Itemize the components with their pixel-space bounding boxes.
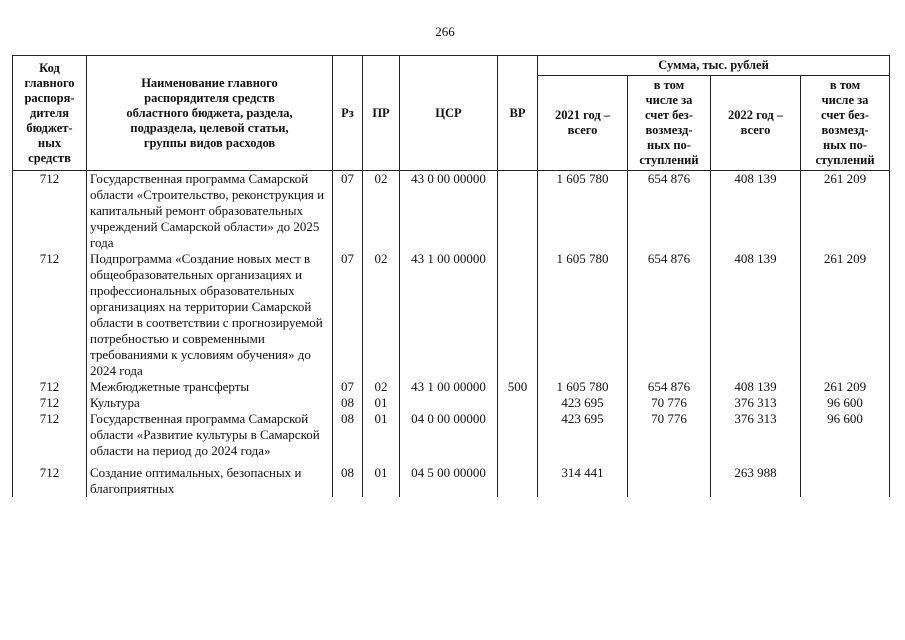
cell-2022-total: 408 139 <box>711 251 801 379</box>
cell-2022-total: 376 313 <box>711 395 801 411</box>
header-2022-grants: в том числе за счет без- возмезд- ных по- ступлений <box>801 76 890 171</box>
cell-name: Государственная программа Самарской области «Строительство, реконструкция и капитальный ремонт образовательных учреждений Самарской области» до 2025 года <box>87 171 333 252</box>
page-number: 266 <box>435 24 455 39</box>
budget-table <box>12 55 890 497</box>
cell-2021-grants <box>628 459 711 497</box>
header-2021-grants: в том числе за счет без- возмезд- ных по- ступлений <box>628 76 711 171</box>
cell-vr <box>498 459 538 497</box>
cell-vr <box>498 395 538 411</box>
cell-rz: 07 <box>333 251 363 379</box>
cell-2021-total: 423 695 <box>538 395 628 411</box>
cell-2021-grants: 70 776 <box>628 411 711 459</box>
cell-code: 712 <box>13 171 87 252</box>
cell-csr: 43 1 00 00000 <box>400 379 498 395</box>
cell-rz: 07 <box>333 171 363 252</box>
cell-2022-grants: 96 600 <box>801 411 890 459</box>
cell-2022-grants: 261 209 <box>801 379 890 395</box>
cell-vr <box>498 251 538 379</box>
cell-2022-grants: 96 600 <box>801 395 890 411</box>
table-row <box>13 459 890 497</box>
cell-2022-grants: 261 209 <box>801 171 890 252</box>
cell-code: 712 <box>13 459 87 497</box>
cell-name: Межбюджетные трансферты <box>87 379 333 395</box>
cell-vr: 500 <box>498 379 538 395</box>
cell-name: Создание оптимальных, безопасных и благоприятных <box>87 459 333 497</box>
table-row <box>13 395 890 411</box>
cell-pr: 01 <box>363 459 400 497</box>
table-row <box>13 251 890 379</box>
cell-csr <box>400 395 498 411</box>
cell-name: Подпрограмма «Создание новых мест в общеобразовательных организациях и профессиональных образовательных организациях на территории Самарской области в соответствии с прогнозируемой потребностью и современными требованиями к условиям обучения» до 2024 года <box>87 251 333 379</box>
cell-vr <box>498 171 538 252</box>
table-row <box>13 411 890 459</box>
cell-code: 712 <box>13 379 87 395</box>
cell-code: 712 <box>13 411 87 459</box>
cell-code: 712 <box>13 395 87 411</box>
header-rz: Рз <box>333 56 363 171</box>
cell-pr: 02 <box>363 379 400 395</box>
cell-2022-grants <box>801 459 890 497</box>
cell-rz: 08 <box>333 459 363 497</box>
cell-2021-total: 1 605 780 <box>538 251 628 379</box>
cell-csr: 04 5 00 00000 <box>400 459 498 497</box>
cell-csr: 43 1 00 00000 <box>400 251 498 379</box>
cell-rz: 08 <box>333 411 363 459</box>
cell-2021-grants: 654 876 <box>628 251 711 379</box>
cell-name: Культура <box>87 395 333 411</box>
cell-2022-total: 376 313 <box>711 411 801 459</box>
header-2021-total: 2021 год – всего <box>538 76 628 171</box>
cell-2022-total: 408 139 <box>711 171 801 252</box>
header-csr: ЦСР <box>400 56 498 171</box>
cell-pr: 02 <box>363 171 400 252</box>
cell-code: 712 <box>13 251 87 379</box>
cell-2021-total: 423 695 <box>538 411 628 459</box>
header-name: Наименование главного распорядителя средств областного бюджета, раздела, подраздела, целевой статьи, группы видов расходов <box>87 56 333 171</box>
cell-rz: 08 <box>333 395 363 411</box>
table-row <box>13 379 890 395</box>
cell-rz: 07 <box>333 379 363 395</box>
cell-2021-total: 1 605 780 <box>538 379 628 395</box>
header-2022-total: 2022 год – всего <box>711 76 801 171</box>
cell-2022-total: 408 139 <box>711 379 801 395</box>
cell-vr <box>498 411 538 459</box>
cell-2021-total: 1 605 780 <box>538 171 628 252</box>
header-pr: ПР <box>363 56 400 171</box>
cell-2021-grants: 654 876 <box>628 379 711 395</box>
cell-2021-grants: 70 776 <box>628 395 711 411</box>
cell-pr: 02 <box>363 251 400 379</box>
cell-2022-grants: 261 209 <box>801 251 890 379</box>
table-row <box>13 171 890 252</box>
header-vr: ВР <box>498 56 538 171</box>
cell-2022-total: 263 988 <box>711 459 801 497</box>
cell-2021-total: 314 441 <box>538 459 628 497</box>
header-row-top <box>13 56 890 76</box>
cell-2021-grants: 654 876 <box>628 171 711 252</box>
header-code: Код главного распоря- дителя бюджет- ных средств <box>13 56 87 171</box>
header-sum: Сумма, тыс. рублей <box>538 56 890 76</box>
cell-pr: 01 <box>363 411 400 459</box>
cell-name: Государственная программа Самарской области «Развитие культуры в Самарской области на период до 2024 года» <box>87 411 333 459</box>
cell-csr: 04 0 00 00000 <box>400 411 498 459</box>
cell-csr: 43 0 00 00000 <box>400 171 498 252</box>
cell-pr: 01 <box>363 395 400 411</box>
